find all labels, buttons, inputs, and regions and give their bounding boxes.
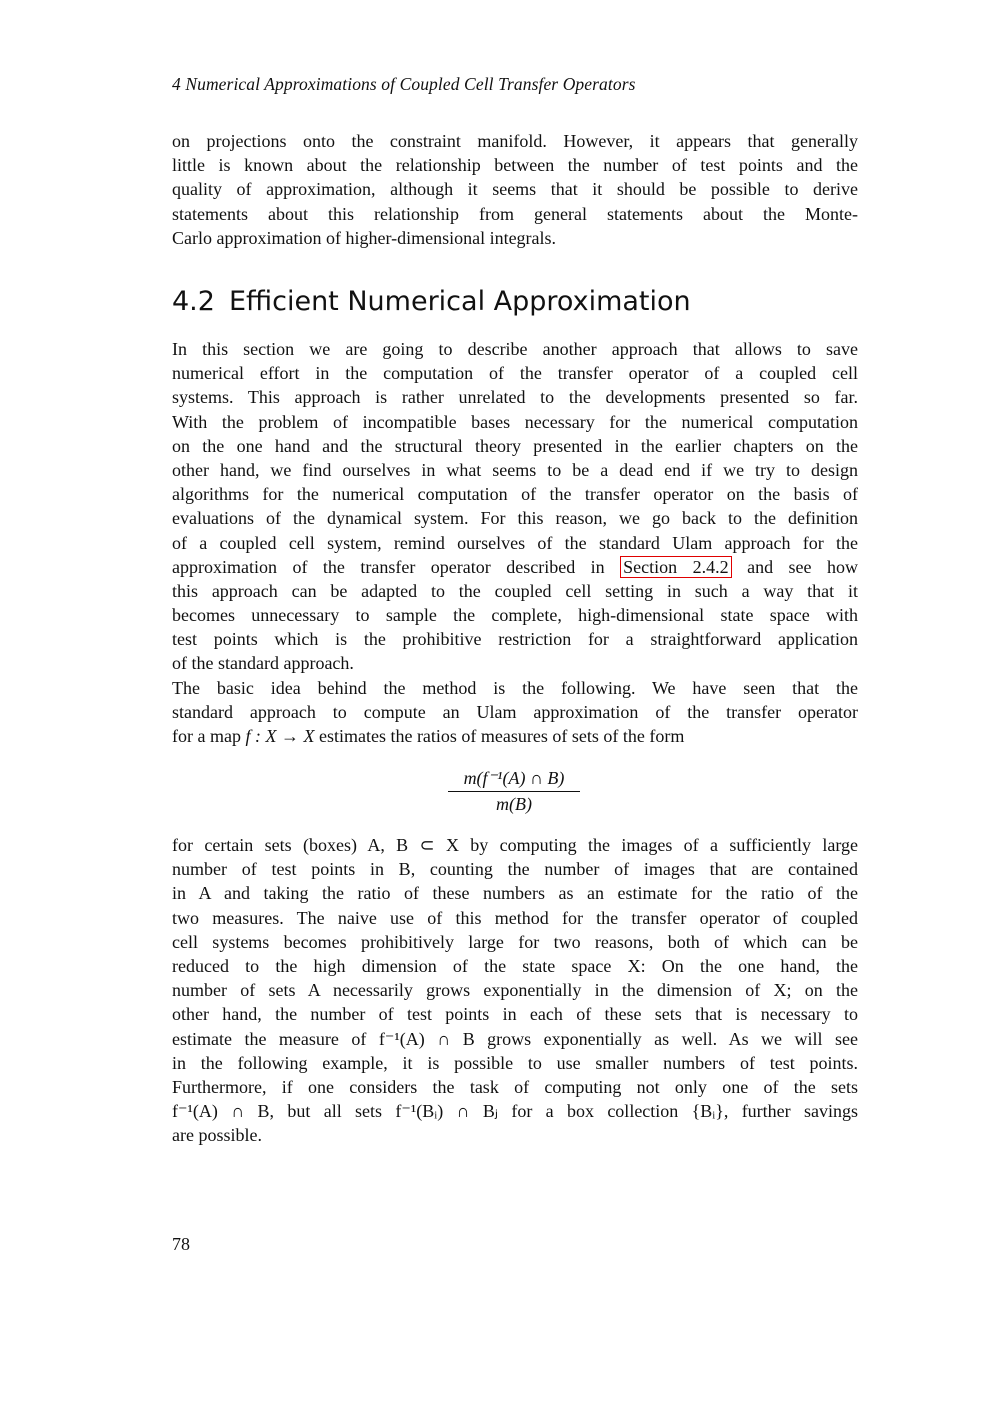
text-line: for certain sets (boxes) A, B ⊂ X by computing the images of a sufficiently large (172, 835, 858, 855)
text-fragment: and see how (747, 556, 858, 577)
text-line: reduced to the high dimension of the state space X: On the one hand, the (172, 955, 858, 976)
text-line: on projections onto the constraint manifold. However, it appears that generally (172, 131, 858, 151)
text-line: other hand, we find ourselves in what seems to be a dead end if we try to design (172, 459, 858, 480)
text-line: of a coupled cell system, remind ourselves of the standard Ulam approach for the (172, 532, 858, 553)
text-line: becomes unnecessary to sample the complete, high-dimensional state space with (172, 605, 858, 626)
text-line: other hand, the number of test points in each of these sets that is necessary to (172, 1004, 858, 1025)
text-fragment: for a map (172, 726, 241, 747)
formula-numerator: m(f⁻¹(A) ∩ B) (463, 768, 565, 788)
text-line: number of test points in B, counting the number of images that are contained (172, 859, 858, 880)
section-heading (172, 286, 691, 317)
page-number: 78 (172, 1234, 190, 1254)
text-fragment: approximation of the transfer operator described in (172, 556, 605, 577)
paragraph-3 (172, 833, 858, 1147)
text-line: test points which is the prohibitive restriction for a straightforward application (172, 629, 858, 650)
formula-denominator: m(B) (496, 794, 532, 814)
text-line: this approach can be adapted to the coupled cell setting in such a way that it (172, 580, 858, 601)
intro-paragraph (172, 129, 858, 250)
text-line: Furthermore, if one considers the task of computing not only one of the sets (172, 1076, 858, 1097)
paragraph-1 (172, 337, 858, 676)
running-header: 4 Numerical Approximations of Coupled Cell Transfer Operators (172, 74, 636, 94)
text-fragment: estimates the ratios of measures of sets of the form (318, 726, 685, 747)
text-line: little is known about the relationship between the number of test points and the (172, 155, 858, 176)
section-reference-link[interactable]: Section 2.4.2 (620, 556, 731, 578)
text-line: f⁻¹(A) ∩ B, but all sets f⁻¹(Bᵢ) ∩ Bⱼ for a box collection {Bᵢ}, further savings (172, 1101, 858, 1122)
text-line: in A and taking the ratio of these numbers as an estimate for the ratio of the (172, 883, 858, 904)
text-line: estimate the measure of f⁻¹(A) ∩ B grows exponentially as well. As we will see (172, 1028, 858, 1049)
text-line: algorithms for the numerical computation of the transfer operator on the basis of (172, 484, 858, 505)
text-line: two measures. The naive use of this method for the transfer operator of coupled (172, 907, 858, 928)
text-line: on the one hand and the structural theory presented in the earlier chapters on the (172, 435, 858, 456)
text-line: standard approach to compute an Ulam approximation of the transfer operator (172, 702, 858, 723)
text-line: of the standard approach. (172, 653, 354, 674)
section-title: Efficient Numerical Approximation (228, 286, 691, 317)
text-line: number of sets A necessarily grows exponentially in the dimension of X; on the (172, 980, 858, 1001)
paragraph-2 (172, 676, 858, 749)
text-line: systems. This approach is rather unrelated to the developments presented so far. (172, 387, 858, 408)
text-line: evaluations of the dynamical system. For this reason, we go back to the definition (172, 508, 858, 529)
text-line: statements about this relationship from general statements about the Monte- (172, 203, 858, 224)
text-line: are possible. (172, 1125, 262, 1146)
inline-math: f : X → X (245, 726, 315, 747)
text-line: cell systems becomes prohibitively large for two reasons, both of which can be (172, 931, 858, 952)
text-line: The basic idea behind the method is the following. We have seen that the (172, 678, 858, 698)
section-number: 4.2 (172, 286, 215, 317)
text-line: in the following example, it is possible to use smaller numbers of test points. (172, 1052, 858, 1073)
text-line (172, 724, 858, 748)
text-line: With the problem of incompatible bases necessary for the numerical computation (172, 411, 858, 432)
text-line: Carlo approximation of higher-dimensional integrals. (172, 227, 557, 248)
text-line: numerical effort in the computation of the transfer operator of a coupled cell (172, 363, 858, 384)
text-line: quality of approximation, although it seems that it should be possible to derive (172, 179, 858, 200)
text-line: In this section we are going to describe another approach that allows to save (172, 339, 858, 359)
display-formula (448, 765, 580, 816)
text-line-with-reference (172, 555, 858, 579)
